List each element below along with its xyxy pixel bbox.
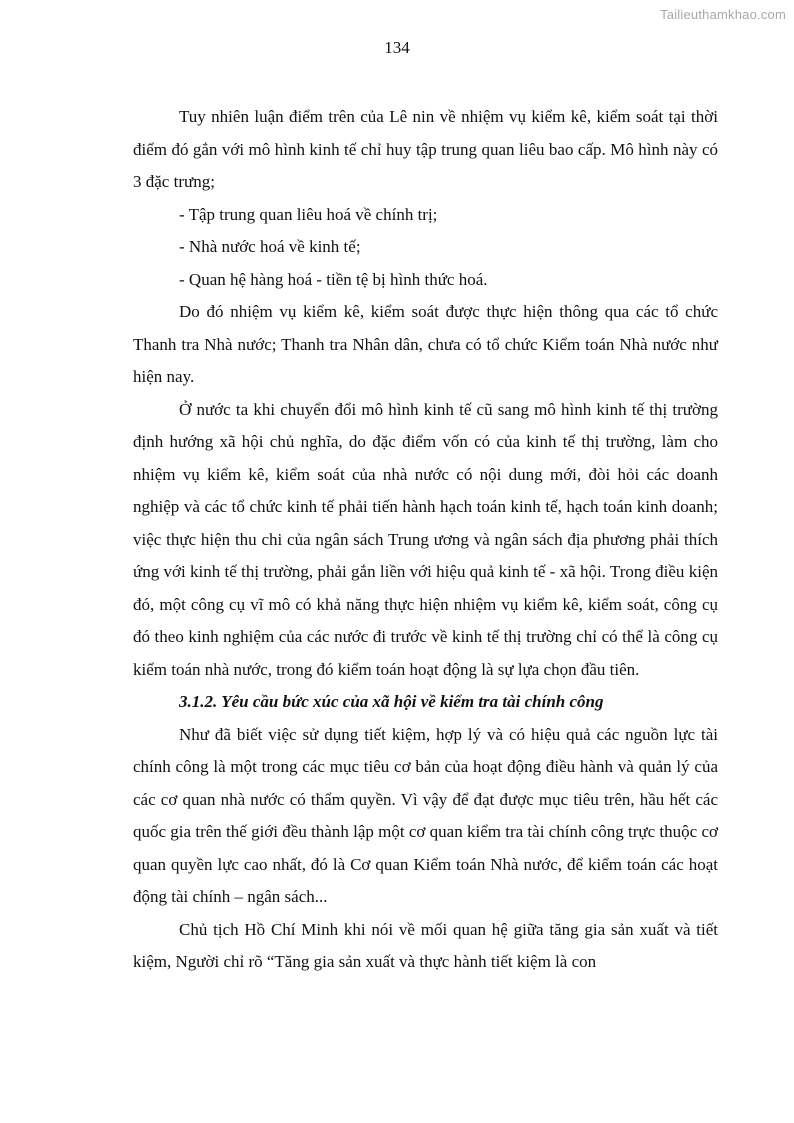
list-item-commodity: - Quan hệ hàng hoá - tiền tệ bị hình thức hoá. xyxy=(179,269,488,289)
paragraph-lenin-theory: Tuy nhiên luận điểm trên của Lê nin về nhiệm vụ kiểm kê, kiểm soát tại thời điểm đó gắn với mô hình kinh tế chỉ huy tập trung quan liêu bao cấp. Mô hình này có 3 đặc trưng; xyxy=(133,107,718,191)
paragraph-market-economy: Ở nước ta khi chuyển đổi mô hình kinh tế cũ sang mô hình kinh tế thị trường định hướng xã hội chủ nghĩa, do đặc điểm vốn có của kinh tế thị trường, làm cho nhiệm vụ kiểm kê, kiểm soát của nhà nước có nội dung mới, đòi hỏi các doanh nghiệp và các tổ chức kinh tế phải tiến hành hạch toán kinh tế, hạch toán kinh doanh; việc thực hiện thu chi của ngân sách Trung ương và ngân sách địa phương phải thích ứng với kinh tế thị trường, phải gắn liền với hiệu quả kinh tế - xã hội. Trong điều kiện đó, một công cụ vĩ mô có khả năng thực hiện nhiệm vụ kiểm kê, kiểm soát, công cụ đó theo kinh nghiệm của các nước đi trước về kinh tế thị trường chỉ có thể là công cụ kiểm toán nhà nước, trong đó kiểm toán hoạt động là sự lựa chọn đầu tiên. xyxy=(133,399,718,679)
document-body xyxy=(133,101,718,979)
paragraph-ho-chi-minh: Chủ tịch Hồ Chí Minh khi nói về mối quan hệ giữa tăng gia sản xuất và tiết kiệm, Người chỉ rõ “Tăng gia sản xuất và thực hành tiết kiệm là con xyxy=(133,919,718,971)
section-heading: 3.1.2. Yêu cầu bức xúc của xã hội về kiểm tra tài chính công xyxy=(179,692,604,711)
paragraph-public-finance: Như đã biết việc sử dụng tiết kiệm, hợp lý và có hiệu quả các nguồn lực tài chính công là một trong các mục tiêu cơ bản của hoạt động điều hành và quản lý của các cơ quan nhà nước có thẩm quyền. Vì vậy để đạt được mục tiêu trên, hầu hết các quốc gia trên thế giới đều thành lập một cơ quan kiểm tra tài chính công trực thuộc cơ quan quyền lực cao nhất, đó là Cơ quan Kiểm toán Nhà nước, để kiểm toán các hoạt động tài chính – ngân sách... xyxy=(133,724,718,906)
list-item-politics: - Tập trung quan liêu hoá về chính trị; xyxy=(179,204,438,224)
list-item-economy: - Nhà nước hoá về kinh tế; xyxy=(179,237,361,256)
page-number: 134 xyxy=(384,38,410,57)
paragraph-inspection: Do đó nhiệm vụ kiểm kê, kiểm soát được thực hiện thông qua các tổ chức Thanh tra Nhà nước; Thanh tra Nhân dân, chưa có tổ chức Kiểm toán Nhà nước như hiện nay. xyxy=(133,302,718,386)
watermark: Tailieuthamkhao.com xyxy=(660,7,786,22)
